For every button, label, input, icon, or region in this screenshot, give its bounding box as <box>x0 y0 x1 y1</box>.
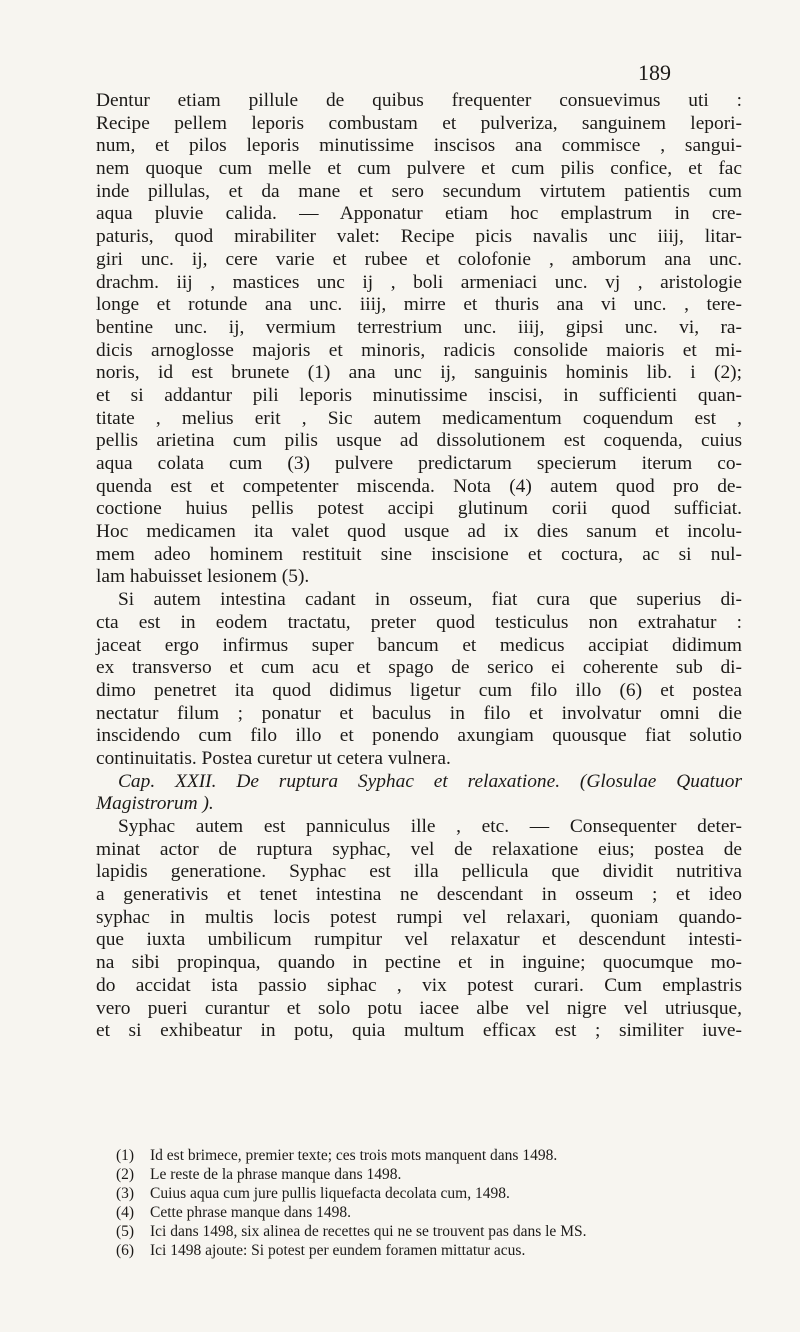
text-line: dimo penetret ita quod didimus ligetur cum filo illo (6) et postea <box>96 679 742 701</box>
text-line: Dentur etiam pillule de quibus frequenter consuevimus uti : <box>96 90 742 111</box>
footnotes <box>116 1146 746 1260</box>
text-line: drachm. iij , mastices unc ij , boli armeniaci unc. vj , aristologie <box>96 271 742 293</box>
footnote <box>116 1184 746 1203</box>
footnote-marker: (4) <box>116 1204 135 1221</box>
footnote <box>116 1203 746 1222</box>
footnote-marker: (2) <box>116 1166 135 1183</box>
text-line: titate , melius erit , Sic autem medicamentum coquendum est , <box>96 407 742 429</box>
text-line: nem quoque cum melle et cum pulvere et cum pilis confice, et fac <box>96 158 742 180</box>
text-line: ex transverso et cum acu et spago de serico ei coherente sub di- <box>96 657 742 679</box>
footnote <box>116 1165 746 1184</box>
text-line: a generativis et tenet intestina ne descendant in osseum ; et ideo <box>96 884 742 906</box>
footnote <box>116 1241 746 1260</box>
footnote-text: Cuius aqua cum jure pullis liquefacta decolata cum, 1498. <box>150 1185 510 1202</box>
text-line: dicis arnoglosse majoris et minoris, radicis consolide maioris et mi- <box>96 339 742 361</box>
text-line: aqua colata cum (3) pulvere predictarum specierum iterum co- <box>96 453 742 474</box>
text-line: continuitatis. Postea curetur ut cetera vulnera. <box>96 747 451 769</box>
text-line: na sibi propinqua, quando in pectine et in inguine; quocumque mo- <box>96 952 742 974</box>
text-line: coctione huius pellis potest accipi glutinum corii quod sufficiat. <box>96 498 742 520</box>
footnote <box>116 1146 746 1165</box>
text-line: quenda est et competenter miscenda. Nota (4) autem quod pro de- <box>96 475 742 497</box>
footnote-marker: (6) <box>116 1242 135 1259</box>
text-line: mem adeo hominem restituit sine inscisione et coctura, ac si nul- <box>96 543 742 565</box>
chapter-heading: Magistrorum ). <box>96 793 214 815</box>
text-line: inde pillulas, et da mane et sero secundum virtutem patientis cum <box>96 180 742 202</box>
page-number: 189 <box>638 60 671 85</box>
text-line: noris, id est brunete (1) ana unc ij, sanguinis hominis lib. i (2); <box>96 362 742 384</box>
text-line: paturis, quod mirabiliter valet: Recipe picis navalis unc iiij, litar- <box>96 226 742 248</box>
text-line: lam habuisset lesionem (5). <box>96 566 310 588</box>
chapter-heading: Cap. XXII. De ruptura Syphac et relaxatione. (Glosulae Quatuor <box>118 770 742 792</box>
footnote-marker: (5) <box>116 1223 135 1240</box>
text-line: nectatur filum ; ponatur et baculus in filo et involvatur omni die <box>96 702 742 724</box>
text-line: Hoc medicamen ita valet quod usque ad ix dies sanum et incolu- <box>96 521 742 543</box>
text-line: syphac in multis locis potest rumpi vel relaxari, quoniam quando- <box>96 906 742 928</box>
footnote-marker: (3) <box>116 1185 135 1202</box>
text-line: giri unc. ij, cere varie et rubee et colofonie , amborum ana unc. <box>96 248 742 270</box>
text-line: cta est in eodem tractatu, preter quod testiculus non extrahatur : <box>96 611 742 633</box>
footnote-text: Ici dans 1498, six alinea de recettes qui ne se trouvent pas dans le MS. <box>150 1223 587 1240</box>
footnote-text: Ici 1498 ajoute: Si potest per eundem foramen mittatur acus. <box>150 1242 526 1259</box>
footnote-marker: (1) <box>116 1147 135 1164</box>
text-line: Syphac autem est panniculus ille , etc. — Consequenter deter- <box>118 816 742 837</box>
text-line: Si autem intestina cadant in osseum, fiat cura que superius di- <box>118 589 742 611</box>
text-line: do accidat ista passio siphac , vix potest curari. Cum emplastris <box>96 974 742 996</box>
text-line: bentine unc. ij, vermium terrestrium unc. iiij, gipsi unc. vi, ra- <box>96 316 742 338</box>
text-line: et si addantur pili leporis minutissime inscisi, in sufficienti quan- <box>96 384 742 406</box>
text-line: pellis arietina cum pilis usque ad dissolutionem est coquenda, cuius <box>96 430 742 452</box>
text-line: longe et rotunde ana unc. iiij, mirre et thuris ana vi unc. , tere- <box>96 294 742 316</box>
text-line: aqua pluvie calida. — Apponatur etiam hoc emplastrum in cre- <box>96 203 742 225</box>
text-line: et si exhibeatur in potu, quia multum efficax est ; similiter iuve- <box>96 1020 742 1042</box>
text-line: minat actor de ruptura syphac, vel de relaxatione eius; postea de <box>96 838 742 860</box>
text-line: Recipe pellem leporis combustam et pulveriza, sanguinem lepori- <box>96 112 742 134</box>
footnote-text: Cette phrase manque dans 1498. <box>150 1204 352 1221</box>
footnote-text: Le reste de la phrase manque dans 1498. <box>150 1166 402 1183</box>
main-text <box>96 90 742 1043</box>
text-line: num, et pilos leporis minutissime inscisos ana commisce , sangui- <box>96 135 742 157</box>
text-line: inscidendo cum filo illo et ponendo axungiam quousque fiat solutio <box>96 725 742 747</box>
text-line: vero pueri curantur et solo potu iacee albe vel nigre vel utriusque, <box>96 997 742 1019</box>
footnote-text: Id est brimece, premier texte; ces trois mots manquent dans 1498. <box>150 1147 558 1164</box>
text-line: que iuxta umbilicum rumpitur vel relaxatur et descendunt intesti- <box>96 929 742 951</box>
text-line: lapidis generatione. Syphac est illa pellicula que dividit nutritiva <box>96 861 742 883</box>
footnote <box>116 1222 746 1241</box>
text-line: jaceat ergo infirmus super bancum et medicus accipiat didimum <box>96 634 742 656</box>
